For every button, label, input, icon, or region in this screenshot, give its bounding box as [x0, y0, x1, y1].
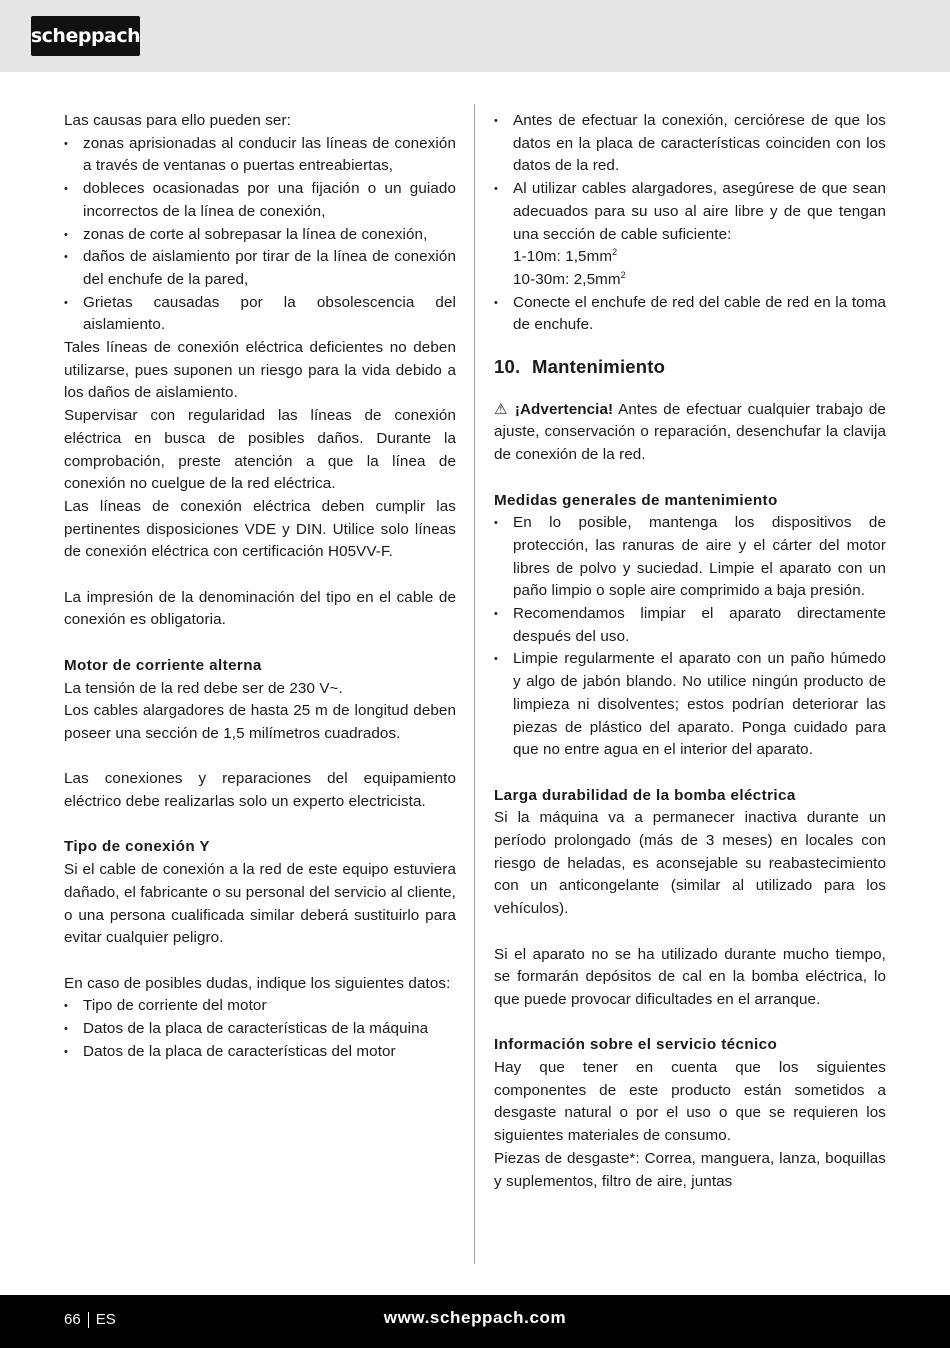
heading-number: 10.	[494, 356, 521, 378]
section-title-medidas: Medidas generales de mantenimiento	[494, 491, 778, 509]
list-item: • Grietas causadas por la obsolescencia del aislamiento.	[64, 292, 456, 337]
paragraph: Supervisar con regularidad las líneas de conexión eléctrica en busca de posibles daños. Durante la comprobación, preste atención a que la línea de conexión no cuelgue de la red eléctrica.	[64, 407, 456, 493]
page-footer	[0, 1295, 950, 1348]
paragraph: Si la máquina va a permanecer inactiva durante un período prolongado (más de 3 meses) en locales con riesgo de heladas, es aconsejable su reabastecimiento con un anticongelante (similar al utilizado para los vehículos).	[494, 809, 886, 918]
causes-intro: Las causas para ello pueden ser:	[64, 112, 291, 129]
list-item: • Limpie regularmente el aparato con un paño húmedo y algo de jabón blando. No utilice ningún producto de limpieza ni disolventes; estos podrían deteriorar las piezas de plástico del aparato. Ponga cuidado para que no entre agua en el interior del aparato.	[494, 648, 886, 762]
paragraph: Tales líneas de conexión eléctrica deficientes no deben utilizarse, pues suponen un riesgo para la vida debido a los daños de aislamiento.	[64, 339, 456, 402]
paragraph: Los cables alargadores de hasta 25 m de longitud deben poseer una sección de 1,5 milímetros cuadrados.	[64, 702, 456, 742]
warning-paragraph	[494, 399, 886, 467]
paragraph: Si el aparato no se ha utilizado durante mucho tiempo, se formarán depósitos de cal en la bomba eléctrica, lo que puede provocar dificultades en el arranque.	[494, 945, 886, 1008]
scheppach-logo: scheppach	[31, 16, 140, 56]
cable-spec-2: 10-30m: $2,5mm^2$	[513, 269, 626, 288]
list-item: • Datos de la placa de características del motor	[64, 1041, 456, 1064]
list-item: • dobleces ocasionadas por una fijación o un guiado incorrectos de la línea de conexión,	[64, 178, 456, 223]
list-item	[494, 178, 886, 246]
paragraph: Piezas de desgaste*: Correa, manguera, lanza, boquillas y suplementos, filtro de aire, juntas	[494, 1149, 886, 1190]
connection-list	[494, 110, 886, 246]
dudas-list	[64, 995, 456, 1063]
left-column	[64, 110, 456, 1063]
list-item: • zonas aprisionadas al conducir las líneas de conexión a través de ventanas o puertas entreabiertas,	[64, 133, 456, 178]
website-link[interactable]: www.scheppach.com	[383, 1308, 567, 1327]
list-item: • Conecte el enchufe de red del cable de red en la toma de enchufe.	[494, 292, 886, 337]
page-header	[0, 0, 950, 72]
paragraph: En caso de posibles dudas, indique los siguientes datos:	[64, 974, 451, 992]
list-item-text: Al utilizar cables alargadores, asegúrese de que sean adecuados para su uso al aire libre y de que tengan una sección de cable suficiente:	[513, 180, 886, 243]
column-divider	[474, 104, 475, 1264]
section-title-larga-durabilidad: Larga durabilidad de la bomba eléctrica	[494, 786, 796, 804]
language-code: ES	[95, 1311, 116, 1328]
page-number: 66	[64, 1311, 81, 1328]
causes-list	[64, 133, 456, 337]
section-title-tipo-conexion: Tipo de conexión Y	[64, 838, 210, 856]
paragraph: Hay que tener en cuenta que los siguientes componentes de este producto están sometidos a desgaste natural o por el uso o que se requieren los siguientes materiales de consumo.	[494, 1059, 886, 1145]
medidas-list	[494, 512, 886, 762]
section-title-servicio-tecnico: Información sobre el servicio técnico	[494, 1036, 778, 1054]
list-item: • daños de aislamiento por tirar de la línea de conexión del enchufe de la pared,	[64, 246, 456, 291]
list-item: • Datos de la placa de características de la máquina	[64, 1018, 456, 1041]
right-column	[494, 110, 886, 1193]
paragraph: Si el cable de conexión a la red de este equipo estuviera dañado, el fabricante o su personal del servicio al cliente, o una persona cualificada similar deberá sustituirlo para evitar cualquier peligro.	[64, 861, 456, 947]
section-heading-mantenimiento	[494, 356, 886, 379]
paragraph: La tensión de la red debe ser de 230 V~.	[64, 679, 343, 697]
paragraph: Las conexiones y reparaciones del equipamiento eléctrico debe realizarlas solo un experto electricista.	[64, 770, 456, 811]
connection-list-2	[494, 292, 886, 337]
list-item: • Recomendamos limpiar el aparato directamente después del uso.	[494, 603, 886, 648]
warning-label: ¡Advertencia!	[514, 400, 614, 418]
list-item: • zonas de corte al sobrepasar la línea de conexión,	[64, 224, 456, 247]
list-item: • Tipo de corriente del motor	[64, 995, 456, 1018]
warning-icon: ⚠	[494, 400, 510, 418]
section-title-motor: Motor de corriente alterna	[64, 656, 262, 674]
cable-spec-1: 1-10m: $1,5mm^2$	[513, 247, 618, 266]
paragraph: La impresión de la denominación del tipo en el cable de conexión es obligatoria.	[64, 588, 456, 629]
list-item: • Antes de efectuar la conexión, cerciórese de que los datos en la placa de características coinciden con los datos de la red.	[494, 110, 886, 178]
heading-text: Mantenimiento	[532, 356, 666, 378]
paragraph: Las líneas de conexión eléctrica deben cumplir las pertinentes disposiciones VDE y DIN. Utilice solo líneas de conexión eléctrica con certificación H05VV-F.	[64, 497, 456, 561]
list-item: • En lo posible, mantenga los dispositivos de protección, las ranuras de aire y el cárter del motor libres de polvo y suciedad. Limpie el aparato con un paño limpio o sople aire comprimido a baja presión.	[494, 512, 886, 603]
warning-text: Antes de efectuar cualquier trabajo de ajuste, conservación o reparación, desenchufar la clavija de conexión de la red.	[494, 400, 886, 464]
